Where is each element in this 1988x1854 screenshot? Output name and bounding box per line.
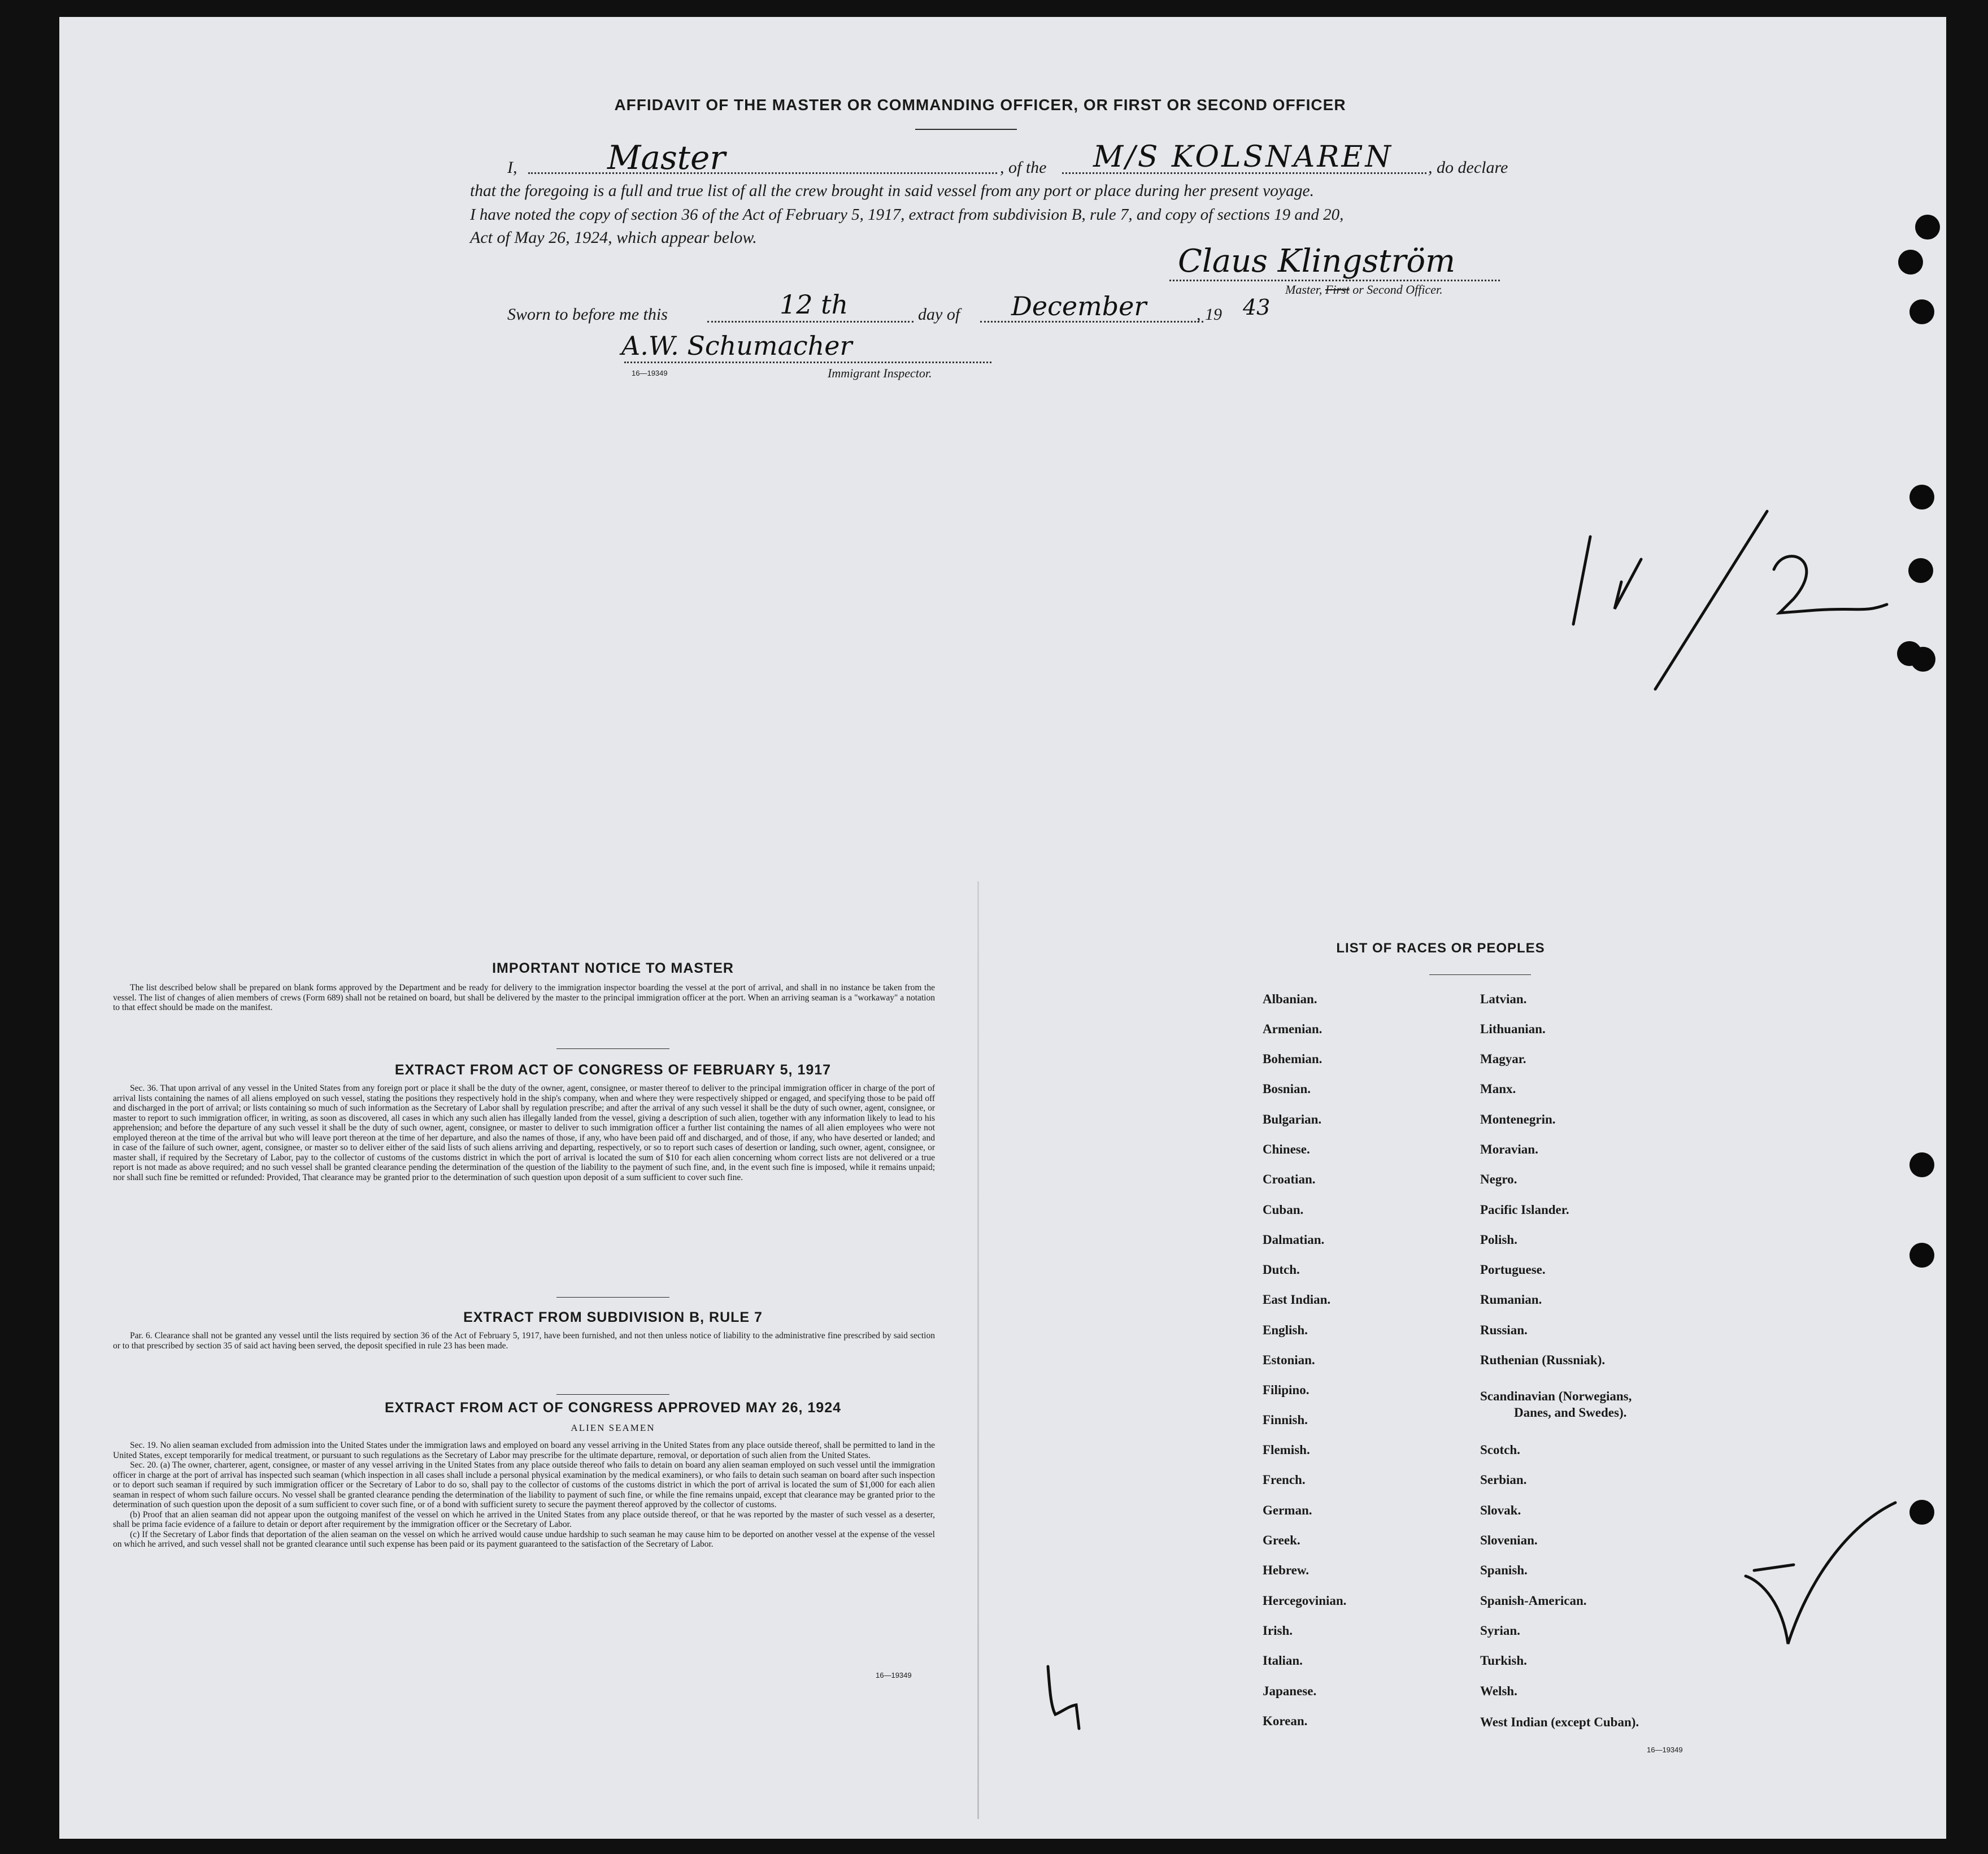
race-item: Spanish-American. <box>1480 1594 1587 1608</box>
affidavit-line3: I have noted the copy of section 36 of the Act of February 5, 1917, extract from subdivision B, rule 7, and copy of sections 19 and 20, <box>470 206 1344 224</box>
race-item: Armenian. <box>1263 1022 1323 1036</box>
race-item: Serbian. <box>1480 1473 1527 1487</box>
master-signature: Claus Klingström <box>1178 243 1456 280</box>
race-item: Welsh. <box>1480 1684 1517 1698</box>
race-item: Korean. <box>1263 1714 1308 1728</box>
race-item: West Indian (except Cuban). <box>1480 1715 1639 1729</box>
race-item: Russian. <box>1480 1323 1528 1337</box>
sworn-day-of: day of <box>918 305 960 324</box>
inspector-signature: A.W. Schumacher <box>621 330 852 361</box>
extract2-body: Par. 6. Clearance shall not be granted any vessel until the lists required by section 36 of the Act of February 5, 1917, have been furnished, and not then unless notice of liability to the administrative fine prescribed by said section or to that prescribed by section 35 of said act having been served, the deposit specified in rule 23 has been made. <box>113 1331 935 1351</box>
date-stroke-1 <box>1573 537 1590 624</box>
sworn-month: December <box>1011 291 1147 321</box>
extract3-sec20b: (b) Proof that an alien seaman did not appear upon the outgoing manifest of the vessel on which he arrived in the United States from any place outside thereof, or that he was reported by the master of such vessel as a deserter, shall be prima facie evidence of a failure to detain or deport after requirement by the immigration officer or the Secretary of Labor. <box>113 1509 935 1529</box>
extract3-subtitle: ALIEN SEAMEN <box>571 1422 655 1433</box>
extract3-sec19: Sec. 19. No alien seaman excluded from admission into the United States under the immigration laws and employed on board any vessel arriving in the United States from any place outside thereof, shall be permitted to land in the United States, except temporarily for medical treatment, or pursuant to such regulations as the Secretary of Labor may prescribe for the ultimate departure, removal, or deportation of such alien from the United States. <box>113 1440 935 1460</box>
notices-form-number: 16—19349 <box>876 1671 912 1679</box>
race-item: Turkish. <box>1480 1653 1527 1668</box>
race-item: Scotch. <box>1480 1443 1520 1457</box>
affidavit-line1-suffix: , do declare <box>1428 158 1508 177</box>
race-item: Bohemian. <box>1263 1052 1323 1066</box>
race-item: Italian. <box>1263 1653 1303 1668</box>
race-item: Irish. <box>1263 1624 1293 1638</box>
important-notice-body: The list described below shall be prepared on blank forms approved by the Department and be ready for delivery to the immigration inspector boarding the vessel at the port of arrival, and shall in no instance be taken from the vessel. The list of changes of alien members of crews (Form 689) shall not be retained on board, but shall be delivered by the master to the principal immigration officer at the port. When an arriving seaman is a "workaway" a notation to that effect should be made on the manifest. <box>113 983 935 1012</box>
race-item: Filipino. <box>1263 1383 1310 1397</box>
extract3-title: EXTRACT FROM ACT OF CONGRESS APPROVED MAY 26, 1924 <box>384 1400 842 1416</box>
date-stroke-2 <box>1615 559 1641 609</box>
races-form-number: 16—19349 <box>1647 1746 1683 1754</box>
date-stroke-3 <box>1655 511 1767 689</box>
extract2-title: EXTRACT FROM SUBDIVISION B, RULE 7 <box>463 1309 763 1325</box>
sworn-day: 12 th <box>780 289 849 320</box>
race-item: Rumanian. <box>1480 1292 1542 1307</box>
race-item: Dutch. <box>1263 1263 1300 1277</box>
race-item: Ruthenian (Russniak). <box>1480 1353 1606 1367</box>
race-item: Finnish. <box>1263 1413 1308 1427</box>
extract1-body: Sec. 36. That upon arrival of any vessel in the United States from any foreign port or place it shall be the duty of the owner, agent, consignee, or master thereof to deliver to the principal immigration officer in charge of the port of arrival lists containing the names of all aliens employed on such vessel, stating the positions they respectively hold in the ship's company, when and where they were respectively shipped or engaged, and specifying those to be paid off and discharged in the port of arrival; or lists containing so much of such information as the Secretary of Labor shall by regulation prescribe; and after the arrival of any such vessel it shall be the duty of such owner, agent, consignee, or master to report to such immigration officer, in writing, as soon as discovered, all cases in which any such alien has illegally landed from the vessel, giving a description of such alien, together with any information likely to lead to his apprehension; and before the departure of any such vessel it shall be the duty of such owner, agent, consignee, or master to deliver to such immigration officer a further list containing the names of all alien employees who were not employed thereon at the time of the arrival but who will leave port thereon at the time of her departure, and also the names of those, if any, who have been paid off and discharged, and of those, if any, who have deserted or landed; and in case of the failure of such owner, agent, consignee, or master so to deliver either of the said lists of such aliens arriving and departing, respectively, or so to report such cases of desertion or landing, such owner, agent, consignee, or master shall, if required by the Secretary of Labor, pay to the collector of customs of the customs district in which the port of arrival is located the sum of $10 for each alien concerning whom correct lists are not delivered or a true report is not made as above required; and no such vessel shall be granted clearance pending the determination of the question of the liability to the payment of such fine, and, in the event such fine is imposed, while it remains unpaid; nor shall such fine be remitted or refunded: Provided, That clearance may be granted prior to the determination of such question upon deposit of a sum sufficient to cover such fine. <box>113 1083 935 1182</box>
race-item: Lithuanian. <box>1480 1022 1546 1036</box>
race-item: Greek. <box>1263 1533 1300 1547</box>
race-item: Dalmatian. <box>1263 1233 1325 1247</box>
race-item: Moravian. <box>1480 1142 1538 1156</box>
race-item: Portuguese. <box>1480 1263 1546 1277</box>
race-item: Magyar. <box>1480 1052 1526 1066</box>
race-item: Slovak. <box>1480 1503 1521 1517</box>
race-item: Syrian. <box>1480 1624 1520 1638</box>
sworn-year-prefix: , 19 <box>1197 305 1222 324</box>
affidavit-line4: Act of May 26, 1924, which appear below. <box>470 228 757 247</box>
race-item: Slovenian. <box>1480 1533 1538 1547</box>
important-notice-title: IMPORTANT NOTICE TO MASTER <box>492 960 734 976</box>
extract1-title: EXTRACT FROM ACT OF CONGRESS OF FEBRUARY 5, 1917 <box>394 1062 832 1078</box>
race-item: Japanese. <box>1263 1684 1317 1698</box>
race-item: Bulgarian. <box>1263 1112 1322 1126</box>
races-title: LIST OF RACES OR PEOPLES <box>1336 941 1545 956</box>
inspector-caption: Immigrant Inspector. <box>828 366 932 380</box>
race-item: Hercegovinian. <box>1263 1594 1347 1608</box>
extract1-rule <box>556 1297 669 1298</box>
affidavit-title: AFFIDAVIT OF THE MASTER OR COMMANDING OFFICER, OR FIRST OR SECOND OFFICER <box>614 96 1346 114</box>
race-item: Latvian. <box>1480 992 1527 1006</box>
race-item: Manx. <box>1480 1082 1516 1096</box>
race-item: Scandinavian (Norwegians, <box>1480 1389 1632 1403</box>
check-tail <box>1754 1565 1794 1570</box>
affidavit-line1-mid: , of the <box>1000 158 1047 177</box>
sworn-prefix: Sworn to before me this <box>507 305 668 324</box>
race-item: Estonian. <box>1263 1353 1315 1367</box>
notice-rule <box>556 1048 669 1049</box>
race-item: Flemish. <box>1263 1443 1310 1457</box>
affidavit-line1-prefix: I, <box>507 158 517 177</box>
race-item: English. <box>1263 1323 1308 1337</box>
date-stroke-4 <box>1774 556 1887 613</box>
race-item: French. <box>1263 1473 1306 1487</box>
sworn-year: 43 <box>1243 295 1271 320</box>
race-item: Montenegrin. <box>1480 1112 1556 1126</box>
affidavit-line2: that the foregoing is a full and true list of all the crew brought in said vessel from any port or place during her present voyage. <box>470 182 1314 200</box>
race-item: East Indian. <box>1263 1292 1331 1307</box>
check-mark <box>1746 1503 1895 1644</box>
race-item: Polish. <box>1480 1233 1517 1247</box>
race-item: Bosnian. <box>1263 1082 1311 1096</box>
extract3-sec20c: (c) If the Secretary of Labor finds that deportation of the alien seaman on the vessel on which he arrived would cause undue hardship to such seaman he may cause him to be deported on another vessel at the expense of the vessel on which he arrived, and such vessel shall not be granted clearance until such expense has been paid or its payment guaranteed to the satisfaction of the Secretary of Labor. <box>113 1529 935 1549</box>
race-item: Chinese. <box>1263 1142 1310 1156</box>
race-item: Croatian. <box>1263 1172 1316 1186</box>
extract2-rule <box>556 1394 669 1395</box>
race-item: Hebrew. <box>1263 1563 1309 1577</box>
affidavit-form-number: 16—19349 <box>632 369 668 377</box>
vessel-name: M/S KOLSNAREN <box>1093 140 1393 174</box>
races-rule <box>1429 974 1531 975</box>
race-item: Negro. <box>1480 1172 1517 1186</box>
race-item: Spanish. <box>1480 1563 1528 1577</box>
race-item: German. <box>1263 1503 1312 1517</box>
master-name: Master <box>607 138 726 177</box>
race-item: Danes, and Swedes). <box>1514 1405 1627 1420</box>
race-item: Pacific Islander. <box>1480 1203 1569 1217</box>
page-mark-4 <box>1048 1666 1079 1729</box>
signature-caption: Master, First or Second Officer. <box>1285 282 1443 297</box>
extract3-sec20a: Sec. 20. (a) The owner, charterer, agent, consignee, or master of any vessel arriving in the United States from any place outside thereof who fails to detain on board any alien seaman employed on such vessel until the immigration officer in charge at the port of arrival has inspected such seaman (which inspection in all cases shall include a personal physical examination by the medical examiners), or who fails to detain such seaman on board after such inspection or to deport such seaman if required by such immigration officer or the Secretary of Labor to do so, shall pay to the collector of customs of the customs district in which the port of arrival is located the sum of $1,000 for each alien seaman in respect of whom such failure occurs. No vessel shall be granted clearance pending the determination of the liability to payment of such fine, or while the fine remains unpaid, except that clearance may be granted prior to the determination of such question upon the deposit of a sum sufficient to cover such fine, or of a bond with sufficient surety to secure the payment thereof approved by the collector of customs. <box>113 1460 935 1509</box>
race-item: Cuban. <box>1263 1203 1304 1217</box>
race-item: Albanian. <box>1263 992 1317 1006</box>
extract3-body <box>113 1440 935 1550</box>
